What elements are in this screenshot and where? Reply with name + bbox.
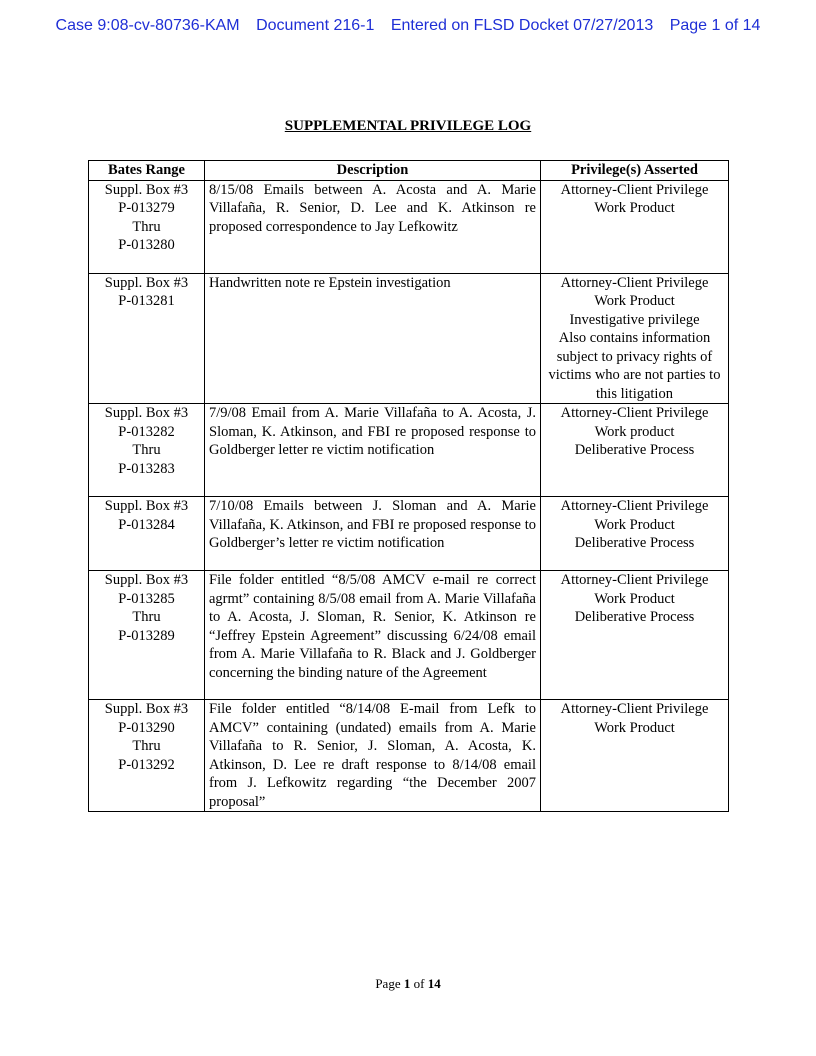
privilege-cell [541,180,729,273]
bates-line: Suppl. Box #3 [104,701,189,717]
table-row [89,700,729,812]
privilege-line: Also contains information subject to privacy rights of victims who are not parties to this litigation [548,330,721,402]
privilege-line: Attorney-Client Privilege [560,498,709,514]
description-cell: 7/10/08 Emails between J. Sloman and A. Marie Villafaña, K. Atkinson, and FBI re proposed response to Goldberger’s letter re victim notification [205,497,541,571]
bates-line: P-013290 [118,719,175,736]
bates-line: Suppl. Box #3 [104,498,189,514]
privilege-line: Attorney-Client Privilege [560,572,709,588]
description-cell: Handwritten note re Epstein investigation [205,273,541,404]
privilege-line: Attorney-Client Privilege [560,405,709,421]
privilege-line: Attorney-Client Privilege [560,181,709,198]
footer-page-label: Page [375,976,401,991]
bates-line: P-013279 [118,200,175,216]
column-header-bates: Bates Range [89,161,205,181]
privilege-cell [541,273,729,404]
table-row [89,497,729,571]
bates-line: Thru [132,609,161,625]
privilege-cell [541,571,729,700]
bates-line: Suppl. Box #3 [104,181,189,198]
description-cell: File folder entitled “8/5/08 AMCV e-mail re correct agrmt” containing 8/5/08 email from A. Marie Villafaña to A. Acosta, J. Sloman, R. Senior, K. Atkinson re “Jeffrey Epstein Agreement” discussing 6/24/08 email from A. Marie Villafaña to R. Black and J. Goldberger concerning the binding nature of the Agreement [205,571,541,700]
bates-line: Thru [132,442,161,458]
bates-line: P-013285 [118,590,175,607]
privilege-line: Work Product [594,516,675,533]
table-row [89,180,729,273]
page-footer [0,976,816,992]
privilege-line: Work Product [594,719,675,736]
bates-range-cell [89,404,205,497]
case-number: Case 9:08-cv-80736-KAM [55,17,240,34]
column-header-description: Description [205,161,541,181]
privilege-line: Work Product [594,293,675,309]
table-row [89,273,729,404]
table-header-row [89,161,729,181]
bates-line: P-013280 [118,237,175,253]
privilege-line: Work Product [594,590,675,607]
bates-line: P-013283 [118,460,175,477]
privilege-line: Investigative privilege [569,311,700,328]
table-row [89,404,729,497]
bates-line: Suppl. Box #3 [104,572,189,588]
bates-line: Suppl. Box #3 [104,405,189,421]
bates-line: P-013289 [118,627,175,644]
bates-line: Suppl. Box #3 [104,274,189,291]
privilege-cell [541,700,729,812]
docket-page: Page 1 of 14 [669,17,761,34]
privilege-line: Attorney-Client Privilege [560,701,709,717]
bates-range-cell [89,180,205,273]
document-number: Document 216-1 [256,17,375,34]
bates-line: P-013284 [118,516,175,533]
bates-line: Thru [132,218,161,235]
bates-line: P-013281 [118,293,175,309]
privilege-line: Attorney-Client Privilege [560,274,709,291]
bates-line: P-013282 [118,423,175,440]
bates-line: Thru [132,738,161,754]
docket-entry: Entered on FLSD Docket 07/27/2013 [390,17,654,34]
description-cell: 8/15/08 Emails between A. Acosta and A. Marie Villafaña, R. Senior, D. Lee and K. Atkinson re proposed correspondence to Jay Lefkowitz [205,180,541,273]
bates-range-cell [89,571,205,700]
bates-range-cell [89,273,205,404]
privilege-line: Work Product [594,200,675,216]
description-cell: File folder entitled “8/14/08 E-mail from Lefk to AMCV” containing (undated) emails from A. Marie Villafaña to R. Senior, J. Sloman, A. Acosta, K. Atkinson, D. Lee re draft response to 8/14/08 email from J. Lefkowitz regarding “the December 2007 proposal” [205,700,541,812]
column-header-privileges: Privilege(s) Asserted [541,161,729,181]
footer-of-label: of [413,976,425,991]
privilege-cell [541,404,729,497]
description-cell: 7/9/08 Email from A. Marie Villafaña to A. Acosta, J. Sloman, K. Atkinson, and FBI re proposed response to Goldberger letter re victim notification [205,404,541,497]
privilege-line: Deliberative Process [574,442,695,458]
bates-range-cell [89,700,205,812]
privilege-line: Work product [594,423,675,440]
docket-header-stamp [0,17,816,35]
footer-current-page: 1 [403,976,411,991]
bates-line: P-013292 [118,756,175,773]
footer-total-pages: 14 [427,976,441,991]
privilege-log-table [88,160,729,812]
privilege-cell [541,497,729,571]
privilege-line: Deliberative Process [574,535,695,551]
table-row [89,571,729,700]
privilege-line: Deliberative Process [574,609,695,625]
page-title: SUPPLEMENTAL PRIVILEGE LOG [284,118,532,134]
bates-range-cell [89,497,205,571]
